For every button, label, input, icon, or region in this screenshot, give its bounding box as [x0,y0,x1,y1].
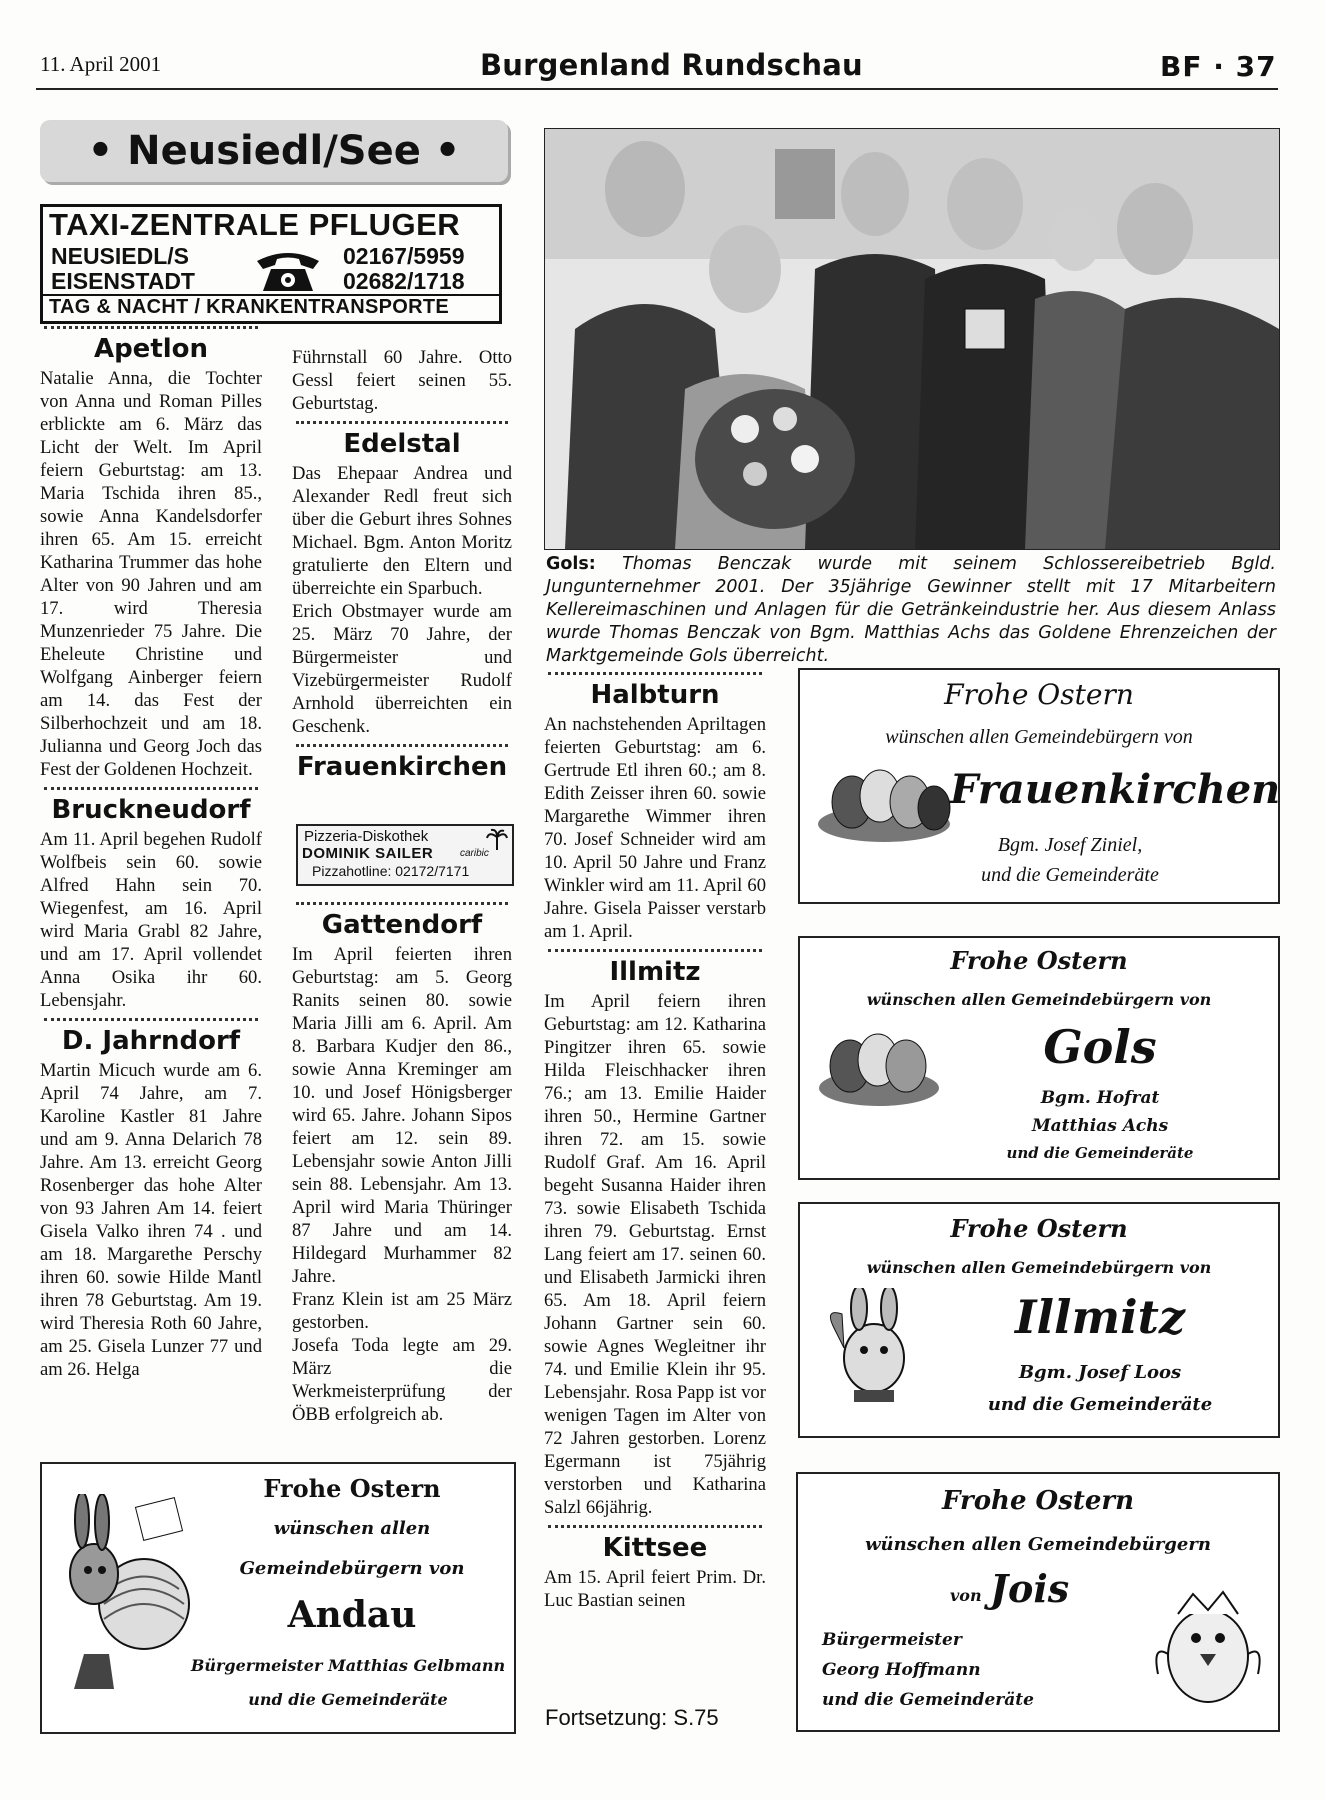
divider [548,672,762,675]
ad-town: Andau [287,1594,417,1636]
news-photo [544,128,1280,550]
easter-ad-illmitz [798,1202,1280,1438]
column-2 [292,346,512,785]
telephone-icon [253,247,323,293]
taxi-title: TAXI-ZENTRALE PFLUGER [49,207,461,242]
caption-lead: Gols: [546,554,596,574]
taxi-city-1: NEUSIEDL/S [51,243,190,269]
ad-signature-2: Georg Hoffmann [822,1660,981,1680]
caption-text: Thomas Benczak wurde mit seinem Schlossereibetrieb Bgld. Jungunternehmer 2001. Der 35jährige Gewinner stellt mit 17 Mitarbeitern Kellereimaschinen und Anlagen für die Getränkeindustrie her. Aus diesem Anlass wurde Thomas Benczak von Bgm. Matthias Achs das Goldene Ehrenzeichen der Marktgemeinde Gols überreicht. [546,554,1276,666]
ad-signature-2: und die Gemeinderäte [248,1690,448,1709]
ad-signature-1: Bgm. Hofrat [1040,1088,1160,1108]
heading-edelstal: Edelstal [343,429,461,459]
photo-illustration [545,129,1279,549]
taxi-city-2: EISENSTADT [51,268,195,294]
heading-jahrndorf: D. Jahrndorf [61,1026,241,1056]
easter-chick-icon [1148,1574,1268,1714]
page-number: BF · 37 [1160,50,1277,83]
heading-bruckneudorf: Bruckneudorf [51,795,251,825]
taxi-footer: TAG & NACHT / KRANKENTRANSPORTE [49,296,450,318]
text-halbturn: An nachstehenden Apriltagen feierten Geburtstag: am 6. Gertrude Etl ihren 60.; am 8. Edith Zeisser ihren 60. sowie Margarethe Wimmer ihren 70. Josef Schneider wird am 10. April 50 Jahre und Franz Winkler wird am 11. April 60 Jahre. Gisela Paisser verstarb am 1. April. [544,714,766,942]
photo-caption [546,553,1276,668]
pizza-line-2: DOMINIK SAILER [302,845,434,862]
text-gattendorf-1: Im April feierten ihren Geburtstag: am 5. Georg Ranits seinen 80. sowie Maria Jilli am 6. April. Am 8. Barbara Kudjer den 86., sowie Anna Kreminger am 10. und Josef Hönigsberger wird 65. Jahre. Johann Sipos feiert am 12. sein 89. Lebensjahr sowie Anton Jilli sein 88. Lebensjahr. Am 13. April wird Maria Thüringer 87 Jahre und am 14. Hildegard Murhammer 82 Jahre. [292,944,512,1287]
heading-kittsee: Kittsee [602,1533,708,1563]
ad-greeting: Frohe Ostern [950,946,1128,975]
text-gattendorf-3: Josefa Toda legte am 29. März die Werkmeisterprüfung der ÖBB erfolgreich ab. [292,1335,512,1425]
ad-town: Illmitz [1015,1290,1185,1344]
text-edelstal-1: Das Ehepaar Andrea und Alexander Redl freut sich über die Geburt ihres Sohnes Michael. Bgm. Anton Moritz gratulierte den Eltern und überreichte ein Sparbuch. [292,463,512,599]
ad-greeting: Frohe Ostern [942,1486,1134,1516]
easter-ad-frauenkirchen [798,668,1280,904]
issue-date: 11. April 2001 [40,52,162,76]
caribic-logo: caribic [460,848,489,859]
continued-note: Fortsetzung: S.75 [545,1705,719,1730]
divider [44,326,258,329]
ad-signature-3: und die Gemeinderäte [1006,1144,1194,1162]
ad-subline: wünschen allen Gemeindebürgern von [885,726,1193,748]
ad-greeting: Frohe Ostern [944,678,1134,711]
text-continued: Führnstall 60 Jahre. Otto Gessl feiert seinen 55. Geburtstag. [292,347,512,414]
taxi-ad [40,204,502,324]
ad-subline-2: Gemeindebürgern von [239,1558,465,1579]
ad-subline: wünschen allen Gemeindebürgern [865,1534,1211,1555]
divider [296,744,508,747]
taxi-phone-2: 02682/1718 [343,268,465,294]
ad-signature-1: Bürgermeister [822,1630,962,1650]
easter-ad-andau [40,1462,516,1734]
ad-town: Frauenkirchen [950,766,1281,813]
column-1 [40,326,262,1381]
divider [296,421,508,424]
ad-signature-1: Bürgermeister Matthias Gelbmann [190,1656,506,1675]
pizzeria-ad [296,824,514,886]
ad-signature-2: und die Gemeinderäte [987,1394,1213,1415]
column-2-lower [292,902,512,1426]
ad-greeting: Frohe Ostern [950,1214,1128,1243]
text-gattendorf-2: Franz Klein ist am 25 März gestorben. [292,1289,512,1333]
text-edelstal-2: Erich Obstmayer wurde am 25. März 70 Jahre, der Bürgermeister und Vizebürgermeister Rudolf Arnhold überreichten ein Geschenk. [292,601,512,737]
ad-signature-2: Matthias Achs [1031,1116,1169,1136]
divider [44,1018,258,1021]
easter-ad-jois [796,1472,1280,1732]
easter-bunny-icon [814,1288,924,1408]
pizza-line-3: Pizzahotline: 02172/7171 [312,863,470,879]
ad-signature-1: Bgm. Josef Loos [1018,1362,1182,1383]
pizza-line-1: Pizzeria-Diskothek [304,828,429,845]
divider [296,902,508,905]
text-apetlon: Natalie Anna, die Tochter von Anna und Roman Pilles erblickte am 6. März das Licht der Welt. Im April feiern Geburtstag: am 13. Maria Tschida ihren 85., sowie Anna Kandelsdorfer ihren 65. Am 15. erreicht Katharina Trummer das hohe Alter von 90 Jahren und am 17. wird Theresia Munzenrieder 75 Jahre. Die Eheleute Christine und Wolfgang Ainberger feiern am 14. das Fest der Silberhochzeit und am 18. Julianna und Georg Joch das Fest der Goldenen Hochzeit. [40,368,262,780]
ad-subline-1: wünschen allen [273,1518,431,1539]
taxi-phone-1: 02167/5959 [343,243,465,269]
easter-eggs-icon [814,1030,944,1110]
heading-gattendorf: Gattendorf [321,910,483,940]
ad-town: Jois [990,1566,1070,1611]
ad-town: Gols [1043,1020,1157,1074]
text-illmitz: Im April feiern ihren Geburtstag: am 12. Katharina Pingitzer ihren 65. sowie Hilda Fleischhacker ihren 76.; am 13. Emilie Haider ihren 50., Hermine Gartner ihren 72. am 15. sowie Rudolf Graf. Am 16. April begeht Susanna Haider ihren 73. sowie Elisabeth Tschida ihren 79. Geburtstag. Ernst Lang feiert am 17. seinen 60. und Elisabeth Jarmicki ihren 65. Am 18. April feiern Johann Gartner sein 60. sowie Agnes Wegleitner ihr 74. und Emilie Klein ihr 95. Lebensjahr. Rosa Papp ist vor wenigen Tagen im Alter von 72 Jahren gestorben. Lorenz Egermann ist 75jährig verstorben und Katharina Salzl 66jährig. [544,991,766,1518]
region-banner: • Neusiedl/See • [40,120,508,182]
text-kittsee: Am 15. April feiert Prim. Dr. Luc Bastian seinen [544,1567,766,1611]
heading-halbturn: Halbturn [590,680,720,710]
text-bruckneudorf: Am 11. April begehen Rudolf Wolfbeis sein 60. sowie Alfred Hahn sein 70. Wiegenfest, am 16. April wird Maria Grabl 82 Jahre, und am 17. April vollendet Anna Osika ihr 60. Lebensjahr. [40,829,262,1011]
newspaper-title: Burgenland Rundschau [480,48,863,82]
ad-von: von [950,1586,982,1605]
ad-greeting: Frohe Ostern [263,1474,441,1503]
palm-tree-icon [486,828,508,850]
heading-frauenkirchen: Frauenkirchen [296,752,508,782]
ad-signature-1: Bgm. Josef Ziniel, [997,834,1143,856]
divider [548,949,762,952]
heading-apetlon: Apetlon [93,334,209,364]
text-jahrndorf: Martin Micuch wurde am 6. April 74 Jahre, am 7. Karoline Kastler 81 Jahre und am 9. Anna Delarich 78 Jahre. Am 13. erreicht Georg Rosenberger das hohe Alter von 93 Jahren Am 14. feiert Gisela Valko ihren 74 . und am 18. Margarethe Perschy ihren 60. sowie Hilde Mantl ihren 78 Geburtstag. Am 19. wird Theresia Roth 60 Jahre, am 25. Gisela Lunzer 77 und am 26. Helga [40,1060,262,1380]
ad-subline: wünschen allen Gemeindebürgern von [866,990,1212,1009]
ad-signature-3: und die Gemeinderäte [822,1690,1034,1710]
ad-subline: wünschen allen Gemeindebürgern von [866,1258,1212,1277]
easter-ad-gols [798,936,1280,1180]
divider [548,1525,762,1528]
header-rule [36,88,1278,90]
ad-signature-2: und die Gemeinderäte [981,864,1159,886]
bunny-with-egg-icon [54,1494,194,1694]
divider [44,787,258,790]
heading-illmitz: Illmitz [609,957,701,987]
column-3 [544,672,766,1612]
